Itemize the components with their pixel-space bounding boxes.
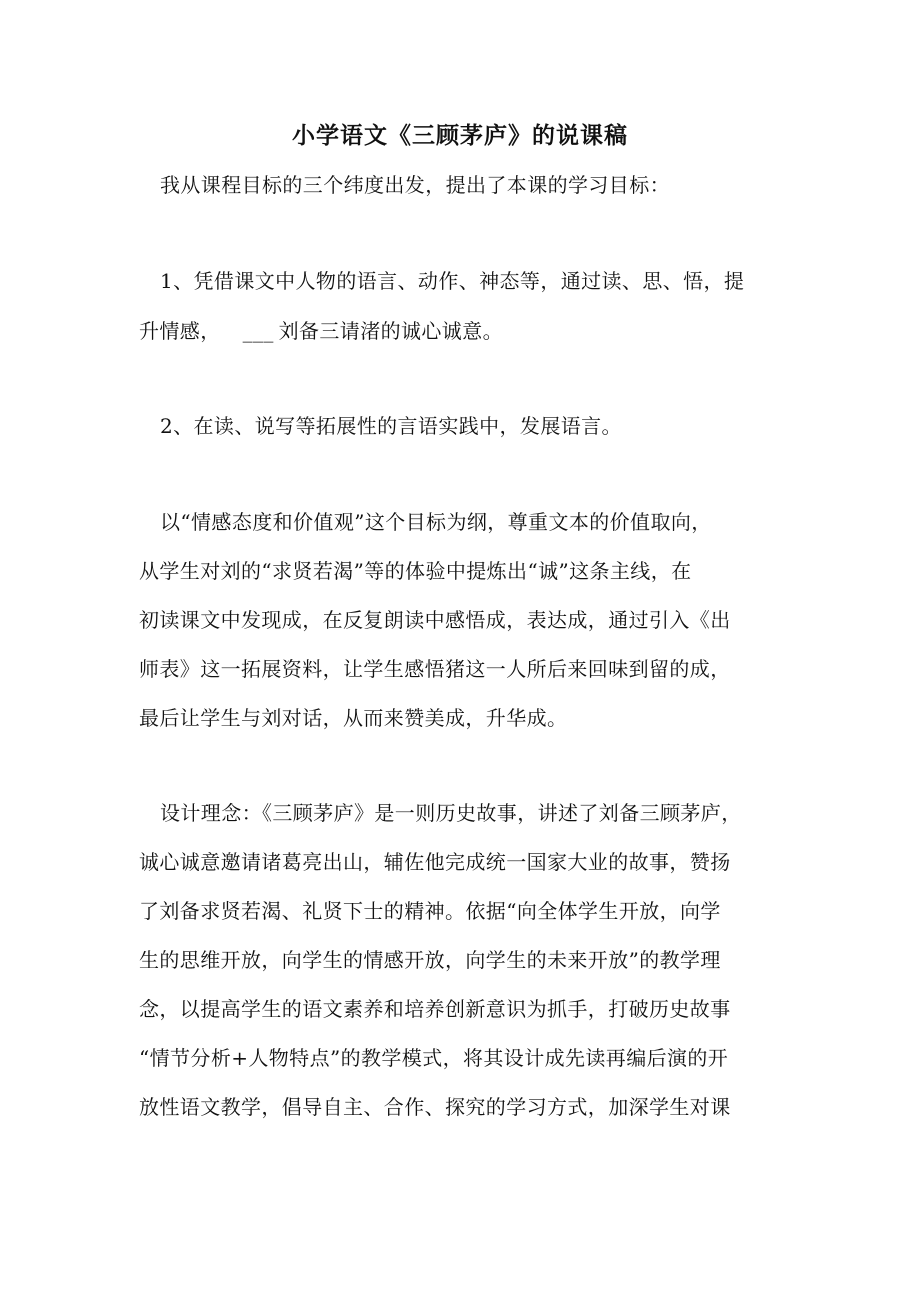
para4-line-4: 生的思维开放，向学生的情感开放，向学生的未来开放”的教学理: [139, 948, 721, 972]
para3-line-2: 从学生对刘的“求贤若渴”等的体验中提炼出“诚”这条主线，在: [139, 559, 692, 583]
para3-line-5: 最后让学生与刘对话，从而来赞美成，升华成。: [139, 706, 568, 730]
para3-line-3: 初读课文中发现成，在反复朗读中感悟成，表达成，通过引入《出: [139, 608, 731, 632]
para4-line-3: 了刘备求贤若渴、礼贤下士的精神。依据“向全体学生开放，向学: [139, 899, 721, 923]
goal-2-paragraph: 2、在读、说写等拓展性的言语实践中，发展语言。: [160, 414, 622, 438]
goal-1-line-2: [139, 316, 799, 346]
fill-in-blank: ___: [242, 319, 274, 343]
intro-paragraph: 我从课程目标的三个纬度出发，提出了本课的学习目标：: [160, 173, 670, 197]
para4-line-1: 设计理念：《三顾茅庐》是一则历史故事，讲述了刘备三顾茅庐，: [160, 801, 742, 825]
para4-line-7: 放性语文教学，倡导自主、合作、探究的学习方式，加深学生对课: [139, 1095, 731, 1119]
goal-1-line-2-start: 升情感，: [139, 319, 221, 343]
document-title: 小学语文《三顾茅庐》的说课稿: [292, 122, 628, 149]
para4-line-6: “情节分析+人物特点”的教学模式，将其设计成先读再编后演的开: [139, 1046, 729, 1070]
para3-line-4: 师表》这一拓展资料，让学生感悟猪这一人所后来回味到留的成，: [139, 657, 731, 681]
para4-line-2: 诚心诚意邀请诸葛亮出山，辅佐他完成统一国家大业的故事，赞扬: [139, 850, 731, 874]
goal-1-line-1: 1、凭借课文中人物的语言、动作、神态等，通过读、思、悟，提: [160, 269, 745, 293]
para3-line-1: 以“情感态度和价值观”这个目标为纲，尊重文本的价值取向，: [160, 510, 712, 534]
para4-line-5: 念，以提高学生的语文素养和培养创新意识为抓手，打破历史故事: [139, 997, 731, 1021]
goal-1-line-2-end: 刘备三请渚的诚心诚意。: [278, 319, 504, 343]
